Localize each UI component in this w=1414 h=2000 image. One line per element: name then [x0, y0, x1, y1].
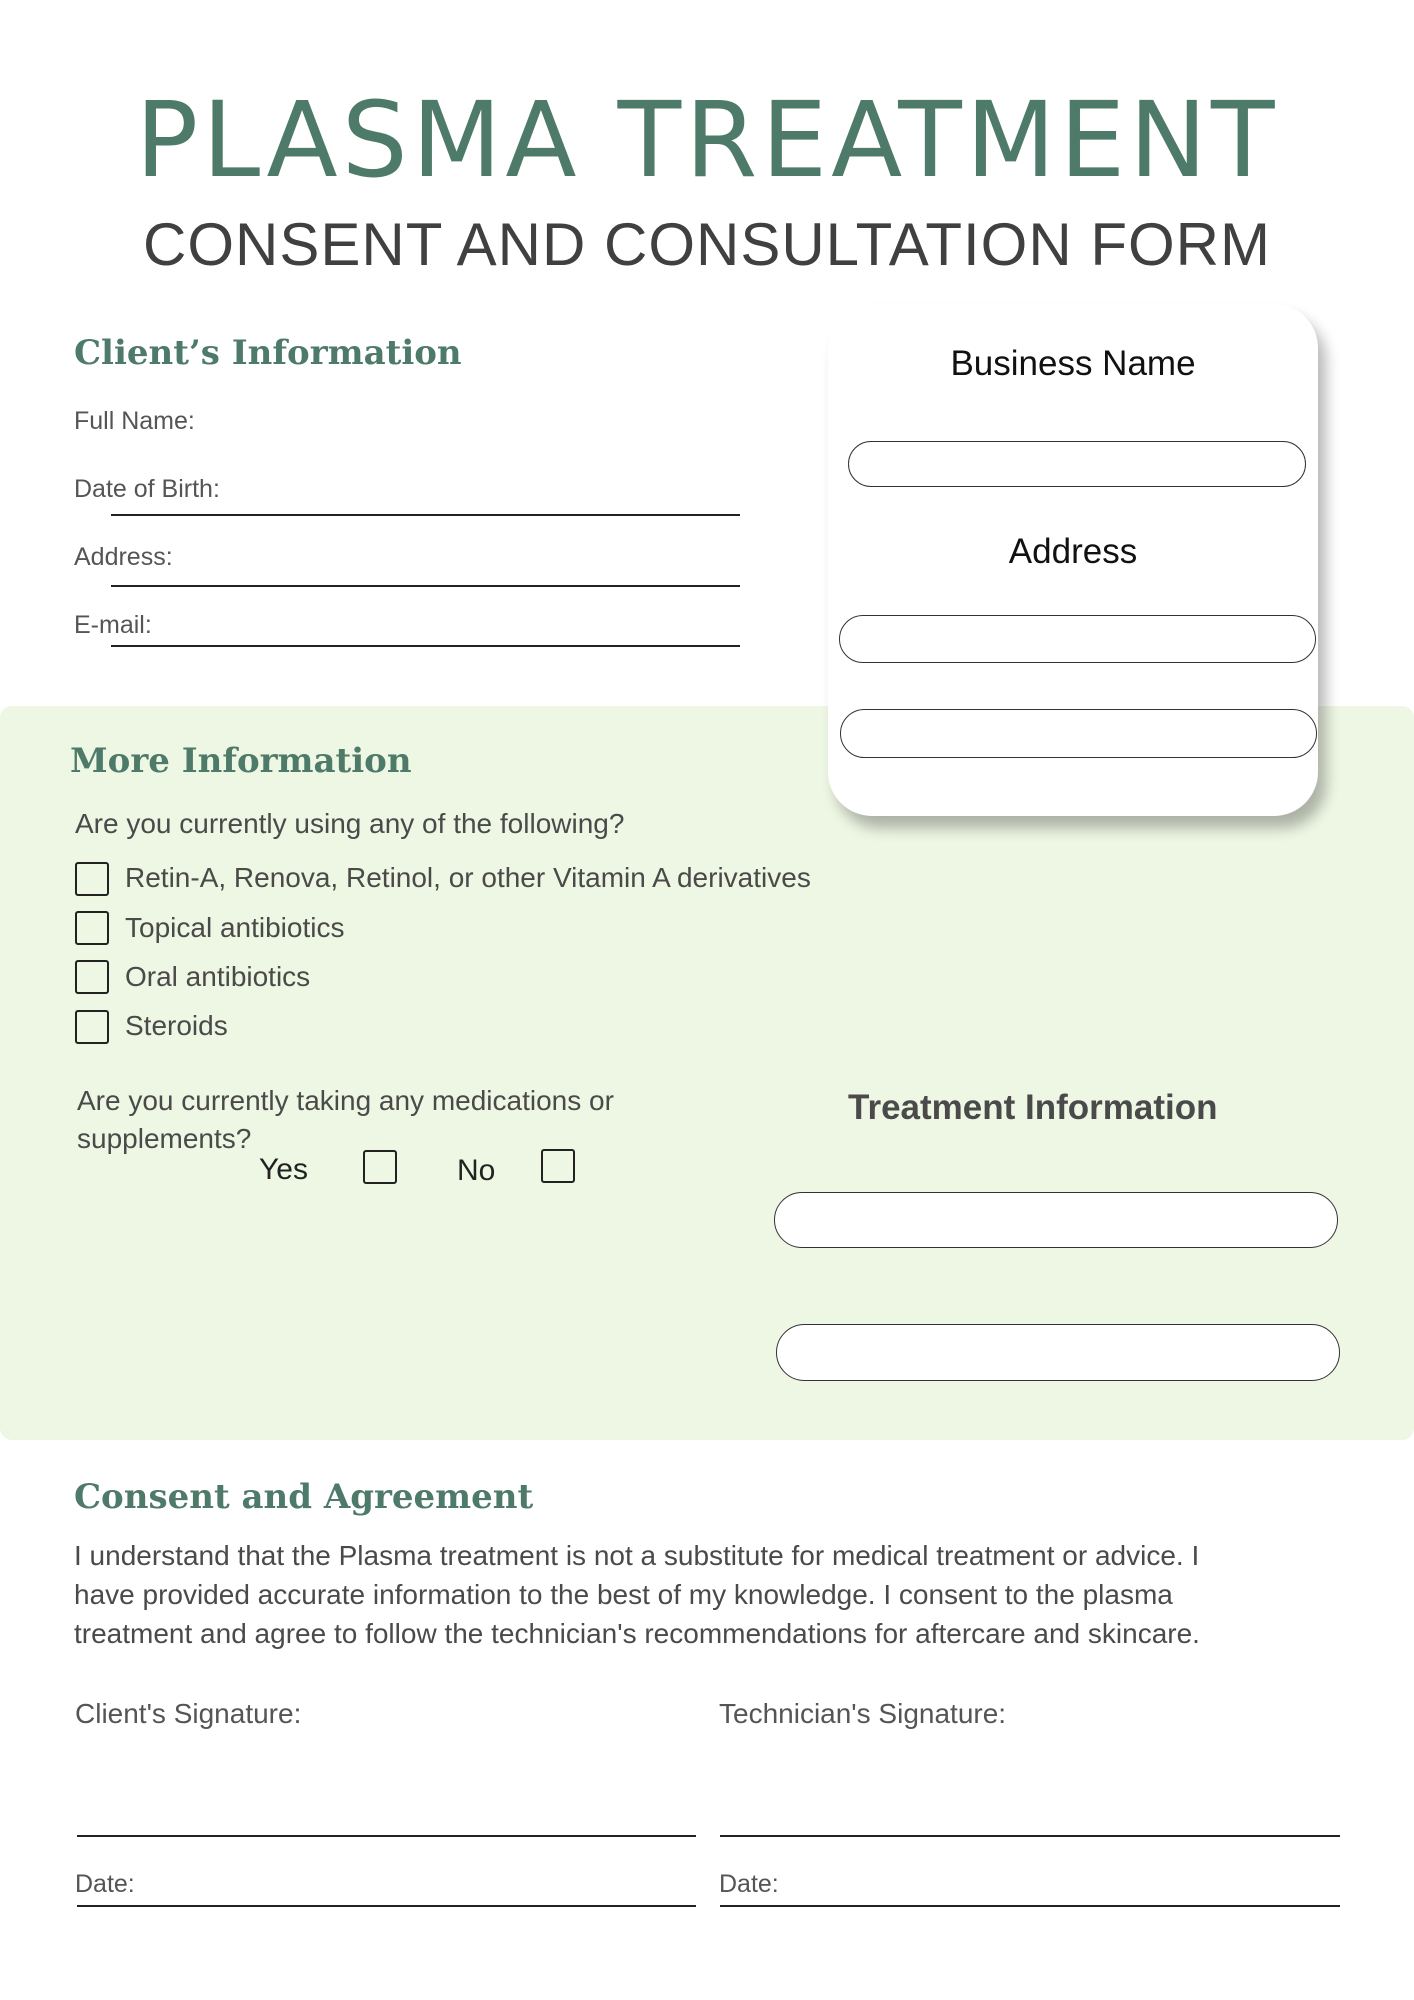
option-steroids-label: Steroids	[125, 1010, 228, 1041]
client-signature-label: Client's Signature:	[75, 1698, 302, 1729]
treatment-information-heading: Treatment Information	[848, 1088, 1218, 1127]
client-date-line[interactable]	[77, 1905, 696, 1907]
medications-question-line-2: supplements?	[77, 1123, 252, 1154]
technician-signature-line[interactable]	[720, 1835, 1340, 1837]
consent-text-line-1: I understand that the Plasma treatment is not a substitute for medical treatment or advice. I	[74, 1540, 1200, 1571]
treatment-field-1[interactable]	[774, 1192, 1338, 1248]
option-oral-antibiotics-label: Oral antibiotics	[125, 961, 311, 992]
full-name-label: Full Name:	[74, 407, 195, 435]
date-of-birth-field[interactable]	[111, 514, 740, 516]
email-field[interactable]	[111, 645, 740, 647]
checkbox-oral-antibiotics[interactable]	[75, 960, 109, 994]
consent-text-line-2: have provided accurate information to the best of my knowledge. I consent to the plasma	[74, 1579, 1173, 1610]
treatment-field-2[interactable]	[776, 1324, 1340, 1381]
usage-question: Are you currently using any of the following?	[75, 808, 625, 839]
business-address-label: Address	[1008, 532, 1138, 571]
checkbox-no[interactable]	[541, 1149, 575, 1183]
technician-date-label: Date:	[719, 1870, 779, 1898]
consent-heading: Consent and Agreement	[74, 1477, 534, 1517]
medications-question-line-1: Are you currently taking any medications or	[77, 1085, 614, 1116]
form-title: PLASMA TREATMENT	[135, 79, 1279, 201]
business-address-field-1[interactable]	[839, 615, 1316, 663]
checkbox-topical-antibiotics[interactable]	[75, 911, 109, 945]
form-subtitle: CONSENT AND CONSULTATION FORM	[143, 211, 1271, 278]
no-label: No	[457, 1154, 496, 1187]
consent-text-line-3: treatment and agree to follow the technician's recommendations for aftercare and skincare.	[74, 1618, 1200, 1649]
address-label: Address:	[74, 543, 173, 571]
business-address-field-2[interactable]	[840, 709, 1317, 758]
date-of-birth-label: Date of Birth:	[74, 475, 220, 503]
technician-date-line[interactable]	[720, 1905, 1340, 1907]
option-topical-antibiotics-label: Topical antibiotics	[125, 912, 345, 943]
email-label: E-mail:	[74, 611, 152, 639]
business-name-field[interactable]	[848, 441, 1306, 487]
checkbox-steroids[interactable]	[75, 1010, 109, 1044]
business-name-label: Business Name	[950, 344, 1196, 383]
technician-signature-label: Technician's Signature:	[719, 1698, 1007, 1729]
more-information-heading: More Information	[70, 741, 412, 781]
client-signature-line[interactable]	[77, 1835, 696, 1837]
checkbox-vitamin-a[interactable]	[75, 862, 109, 896]
address-field[interactable]	[111, 585, 740, 587]
client-information-heading: Client’s Information	[74, 333, 462, 373]
yes-label: Yes	[259, 1153, 308, 1186]
client-date-label: Date:	[75, 1870, 135, 1898]
checkbox-yes[interactable]	[363, 1150, 397, 1184]
option-vitamin-a-label: Retin-A, Renova, Retinol, or other Vitamin A derivatives	[125, 862, 811, 893]
